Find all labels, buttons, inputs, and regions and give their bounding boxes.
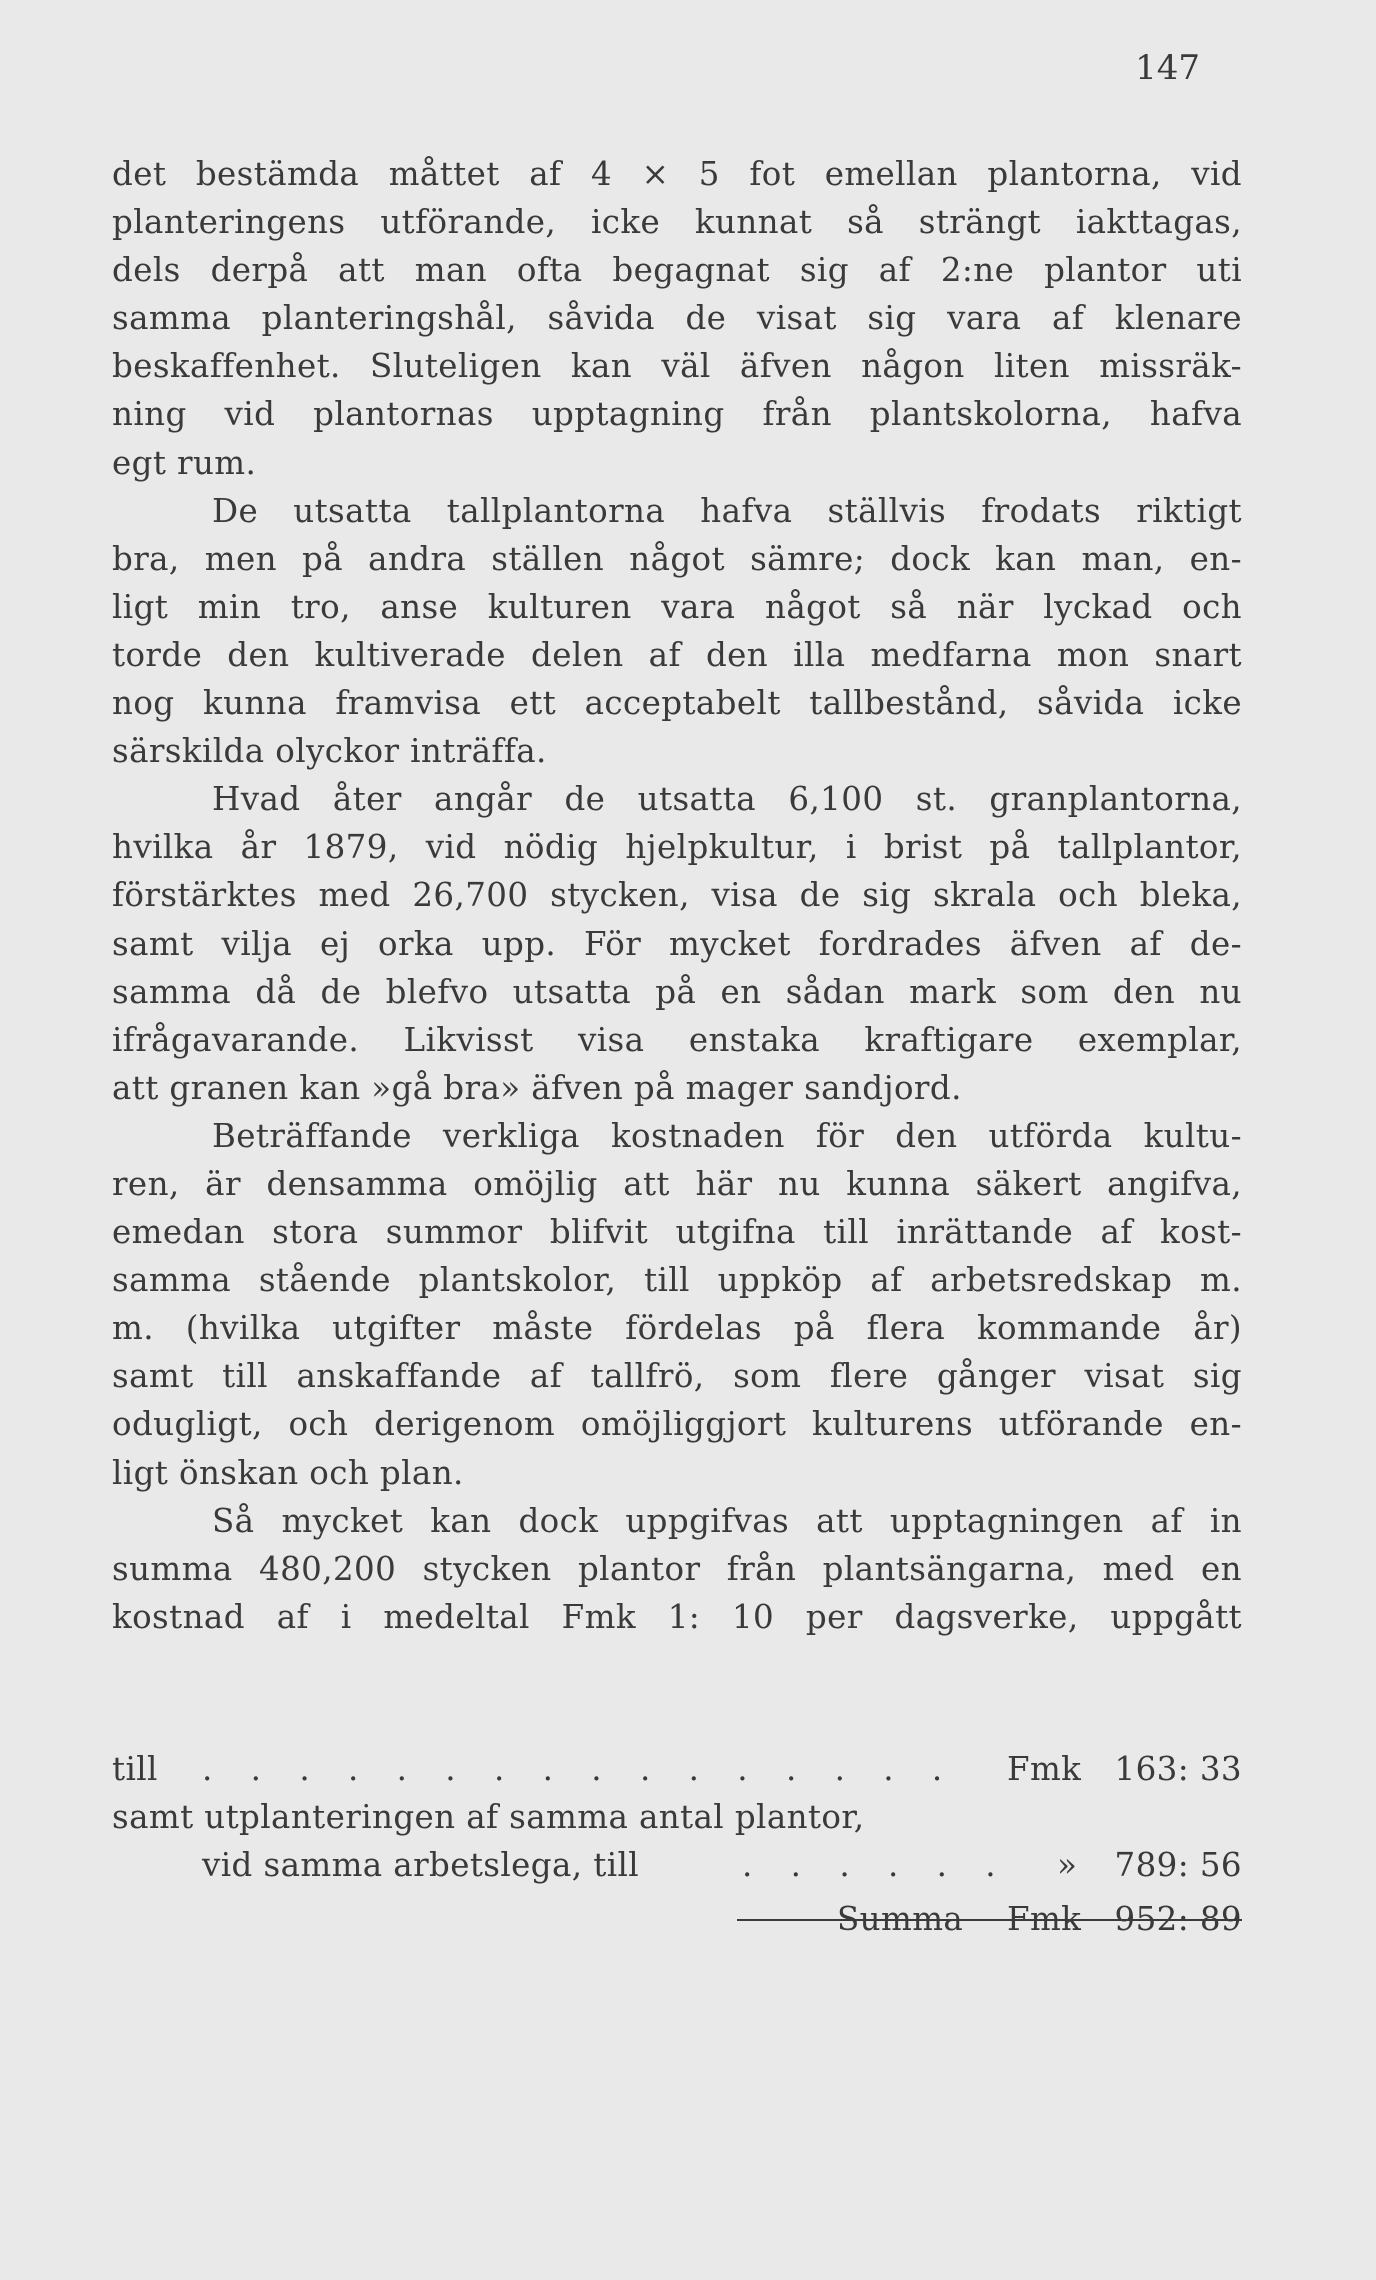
text-line: samma stående plantskolor, till uppköp af arbetsredskap m. [112, 1261, 1242, 1300]
text-line: samma då de blefvo utsatta på en sådan mark som den nu [112, 972, 1242, 1011]
leader-dots: . . . . . . . . . . . . . . . . [202, 1750, 957, 1788]
page-number: 147 [1135, 48, 1200, 88]
ledger-label: vid samma arbetslega, till [202, 1846, 640, 1884]
text-line: hvilka år 1879, vid nödig hjelpkultur, i brist på tallplantor, [112, 828, 1242, 867]
text-line: planteringens utförande, icke kunnat så strängt iakttagas, [112, 203, 1242, 242]
text-line: odugligt, och derigenom omöjliggjort kulturens utförande en- [112, 1405, 1242, 1444]
text-line: ligt min tro, anse kulturen vara något så när lyckad och [112, 587, 1242, 626]
text-line: ren, är densamma omöjlig att här nu kunna säkert angifva, [112, 1164, 1242, 1203]
total-amount: 952: 89 [1114, 1900, 1242, 1938]
currency-abbreviation: Fmk [1007, 1750, 1082, 1788]
text-line: kostnad af i medeltal Fmk 1: 10 per dagsverke, uppgått [112, 1597, 1242, 1636]
leader-dots: . . . . . . [742, 1846, 1010, 1884]
ledger-amount: 163: 33 [1114, 1750, 1242, 1788]
text-line: torde den kultiverade delen af den illa medfarna mon snart [112, 635, 1242, 674]
paragraph-start-line: De utsatta tallplantorna hafva ställvis frodats riktigt [212, 491, 1242, 530]
text-line: det bestämda måttet af 4 × 5 fot emellan plantorna, vid [112, 155, 1242, 193]
ledger-row [112, 1745, 1242, 1793]
text-line: m. (hvilka utgifter måste fördelas på flera kommande år) [112, 1309, 1242, 1348]
paragraph-start-line: Beträffande verkliga kostnaden för den utförda kultu- [212, 1116, 1242, 1155]
text-line: att granen kan »gå bra» äfven på mager sandjord. [112, 1068, 962, 1107]
ditto-mark: » [1057, 1846, 1078, 1884]
paragraph-start-line: Så mycket kan dock uppgifvas att upptagningen af in [212, 1501, 1242, 1540]
text-line: dels derpå att man ofta begagnat sig af 2:ne plantor uti [112, 251, 1242, 290]
text-line: emedan stora summor blifvit utgifna till inrättande af kost- [112, 1213, 1242, 1252]
body-text [112, 150, 1242, 1641]
text-line: ning vid plantornas upptagning från plantskolorna, hafva [112, 395, 1242, 434]
ledger-total-row [112, 1895, 1242, 1943]
text-line: beskaffenhet. Sluteligen kan väl äfven någon liten missräk- [112, 347, 1242, 386]
currency-abbreviation: Fmk [1007, 1900, 1082, 1938]
total-label: Summa [837, 1900, 964, 1938]
ledger-amount: 789: 56 [1114, 1846, 1242, 1884]
text-line: särskilda olyckor inträffa. [112, 732, 547, 771]
ledger-row [112, 1841, 1242, 1889]
text-line: egt rum. [112, 443, 257, 482]
ledger-label: till [112, 1750, 158, 1788]
text-line: förstärktes med 26,700 stycken, visa de sig skrala och bleka, [112, 876, 1242, 915]
text-line: ifrågavarande. Likvisst visa enstaka kraftigare exemplar, [112, 1020, 1242, 1059]
text-line: samma planteringshål, såvida de visat sig vara af klenare [112, 299, 1242, 338]
text-line: ligt önskan och plan. [112, 1453, 464, 1492]
ledger-label: samt utplanteringen af samma antal plantor, [112, 1798, 865, 1836]
paragraph-start-line: Hvad åter angår de utsatta 6,100 st. granplantorna, [212, 780, 1242, 819]
text-line: bra, men på andra ställen något sämre; dock kan man, en- [112, 539, 1242, 578]
text-line: nog kunna framvisa ett acceptabelt tallbestånd, såvida icke [112, 684, 1242, 723]
text-line: samt vilja ej orka upp. För mycket fordrades äfven af de- [112, 924, 1242, 963]
cost-ledger [112, 1745, 1242, 1943]
text-line: samt till anskaffande af tallfrö, som flere gånger visat sig [112, 1357, 1242, 1396]
ledger-row [112, 1793, 1242, 1841]
text-line: summa 480,200 stycken plantor från plantsängarna, med en [112, 1549, 1242, 1588]
